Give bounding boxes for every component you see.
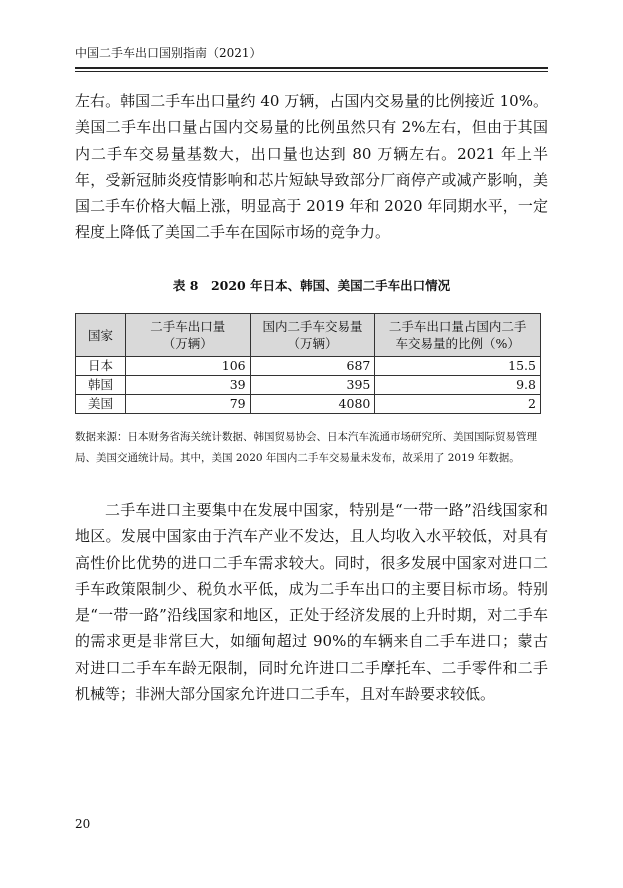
header-ratio xyxy=(375,314,541,357)
cell-domestic: 4080 xyxy=(250,395,375,414)
cell-export: 106 xyxy=(125,357,250,376)
body-paragraph-2 xyxy=(75,497,548,707)
table-row xyxy=(76,357,541,376)
cell-ratio: 15.5 xyxy=(375,357,541,376)
header-rule-thick xyxy=(75,67,548,69)
paragraph-text: 二手车进口主要集中在发展中国家，特别是“一带一路”沿线国家和地区。发展中国家由于汽车产业不发达，且人均收入水平较低，对具有高性价比优势的进口二手车需求较大。同时，很多发展中国家对进口二手车政策限制少、税负水平低，成为二手车出口的主要目标市场。特别是“一带一路”沿线国家和地区，正处于经济发展的上升时期，对二手车的需求更是非常巨大，如缅甸超过 90%的车辆来自二手车进口；蒙古对进口二手车车龄无限制，同时允许进口二手摩托车、二手零件和二手机械等；非洲大部分国家允许进口二手车，且对车龄要求较低。 xyxy=(75,501,548,704)
header-ratio-line1: 二手车出口量占国内二手 xyxy=(388,319,527,334)
cell-ratio: 2 xyxy=(375,395,541,414)
header-export-volume-line1: 二手车出口量 xyxy=(150,319,226,334)
table-caption: 表 8 2020 年日本、韩国、美国二手车出口情况 xyxy=(172,278,451,293)
header-ratio-line2: 车交易量的比例（%） xyxy=(395,336,520,351)
cell-country: 韩国 xyxy=(76,376,126,395)
cell-country: 美国 xyxy=(76,395,126,414)
cell-ratio: 9.8 xyxy=(375,376,541,395)
paragraph-text: 左右。韩国二手车出口量约 40 万辆，占国内交易量的比例接近 10%。美国二手车出口量占国内交易量的比例虽然只有 2%左右，但由于其国内二手车交易量基数大，出口量也达到 80 万辆左右。2021 年上半年，受新冠肺炎疫情影响和芯片短缺导致部分厂商停产或减产影响，美国二手车价格大幅上涨，明显高于 2019 年和 2020 年同期水平，一定程度上降低了美国二手车在国际市场的竞争力。 xyxy=(75,92,548,242)
header-domestic-volume-line2: （万辆） xyxy=(287,336,338,351)
header-export-volume xyxy=(125,314,250,357)
header-rule-thin xyxy=(75,71,548,72)
header-country: 国家 xyxy=(76,314,126,357)
header-export-volume-line2: （万辆） xyxy=(162,336,213,351)
cell-export: 79 xyxy=(125,395,250,414)
table-header-row xyxy=(76,314,541,357)
cell-domestic: 395 xyxy=(250,376,375,395)
body-paragraph-1 xyxy=(75,88,548,246)
cell-country: 日本 xyxy=(76,357,126,376)
header-domestic-volume xyxy=(250,314,375,357)
cell-export: 39 xyxy=(125,376,250,395)
cell-domestic: 687 xyxy=(250,357,375,376)
header-domestic-volume-line1: 国内二手车交易量 xyxy=(262,319,363,334)
running-header: 中国二手车出口国别指南（2021） xyxy=(75,46,262,60)
table-row xyxy=(76,395,541,414)
table-source-note: 数据来源：日本财务省海关统计数据、韩国贸易协会、日本汽车流通市场研究所、美国国际贸易管理局、美国交通统计局。其中，美国 2020 年国内二手车交易量未发布，故采用了 2019 年数据。 xyxy=(75,431,537,464)
table-row xyxy=(76,376,541,395)
export-table xyxy=(75,313,541,414)
page-number: 20 xyxy=(75,817,91,831)
